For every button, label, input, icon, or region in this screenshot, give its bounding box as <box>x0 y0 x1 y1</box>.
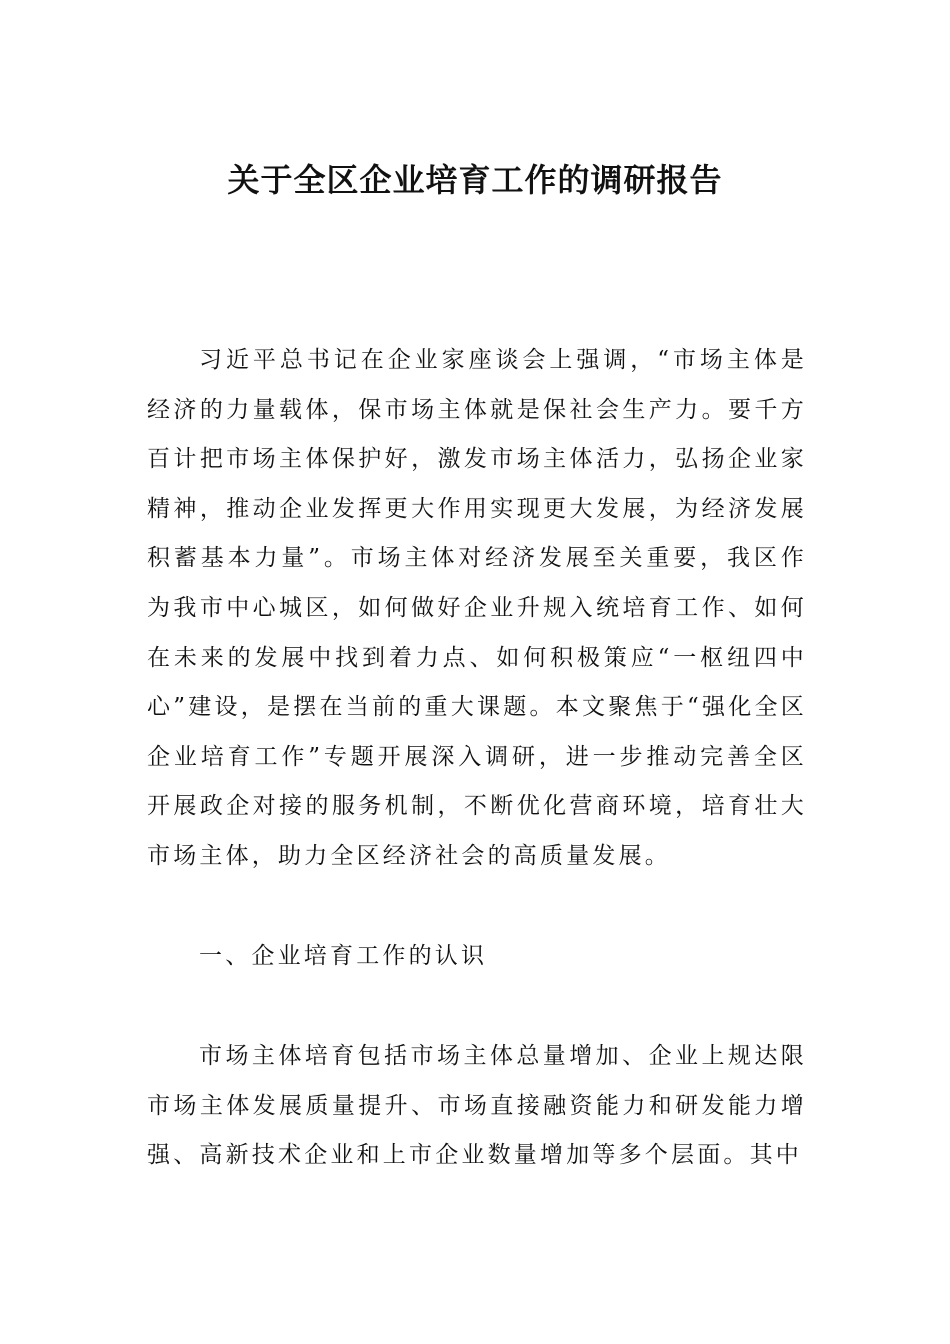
section-heading: 一、企业培育工作的认识 <box>199 943 488 969</box>
body-paragraph: 市场主体培育包括市场主体总量增加、企业上规达限市场主体发展质量提升、市场直接融资能力和研发能力增强、高新技术企业和上市企业数量增加等多个层面。其中 <box>147 1043 807 1169</box>
intro-paragraph: 习近平总书记在企业家座谈会上强调，“市场主体是经济的力量载体，保市场主体就是保社会生产力。要千方百计把市场主体保护好，激发市场主体活力，弘扬企业家精神，推动企业发挥更大作用实现更大发展，为经济发展积蓄基本力量”。市场主体对经济发展至关重要，我区作为我市中心城区，如何做好企业升规入统培育工作、如何在未来的发展中找到着力点、如何积极策应“一枢纽四中心”建设，是摆在当前的重大课题。本文聚焦于“强化全区企业培育工作”专题开展深入调研，进一步推动完善全区开展政企对接的服务机制，不断优化营商环境，培育壮大市场主体，助力全区经济社会的高质量发展。 <box>147 347 807 869</box>
document-title: 关于全区企业培育工作的调研报告 <box>227 161 723 199</box>
